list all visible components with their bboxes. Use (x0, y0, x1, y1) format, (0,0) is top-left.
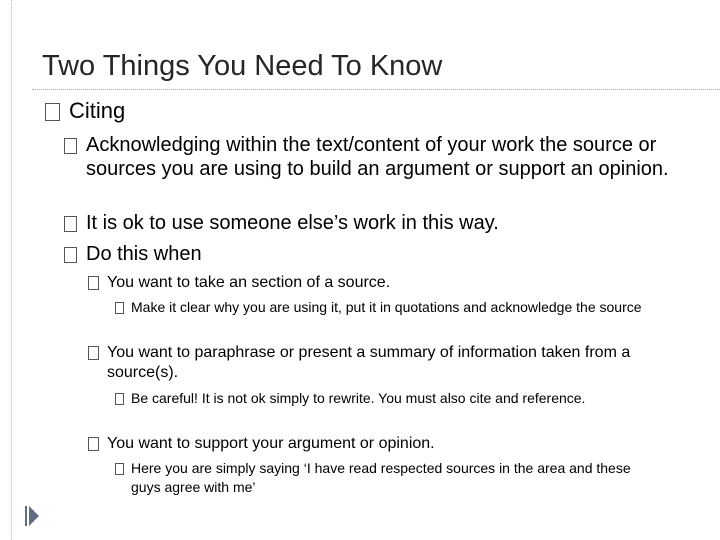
note-support-argument (115, 459, 655, 497)
square-bullet-icon (115, 302, 124, 314)
bullet-text: Here you are simply saying ‘I have read respected sources in the area and these guys agree with me’ (131, 460, 631, 495)
bullet-text: You want to take an section of a source. (107, 274, 391, 291)
square-bullet-icon (115, 393, 124, 405)
square-bullet-icon (64, 247, 77, 263)
square-bullet-icon (115, 463, 124, 475)
left-dotted-line (11, 0, 12, 540)
bullet-text: Citing (69, 98, 126, 123)
note-paraphrase (115, 389, 655, 408)
note-take-section (115, 298, 655, 317)
title-divider (32, 89, 720, 90)
bullet-text: You want to support your argument or opinion. (107, 435, 435, 452)
point-acknowledging (64, 134, 684, 181)
square-bullet-icon (45, 103, 60, 121)
bullet-text: Do this when (86, 243, 202, 265)
bullet-text: It is ok to use someone else’s work in this way. (86, 212, 499, 234)
point-do-this-when (64, 243, 684, 267)
case-support-argument (88, 434, 668, 454)
case-take-section (88, 273, 668, 293)
case-paraphrase (88, 343, 668, 383)
square-bullet-icon (64, 138, 77, 154)
slide-title: Two Things You Need To Know (42, 50, 443, 82)
square-bullet-icon (64, 216, 77, 232)
point-ok-to-use (64, 212, 684, 236)
bullet-text: You want to paraphrase or present a summary of information taken from a source(s). (107, 344, 631, 381)
bullet-text: Make it clear why you are using it, put it in quotations and acknowledge the source (131, 299, 642, 315)
bullet-text: Be careful! It is not ok simply to rewrite. You must also cite and reference. (131, 390, 586, 406)
nav-arrow-icon[interactable] (24, 504, 42, 528)
square-bullet-icon (88, 276, 99, 290)
square-bullet-icon (88, 437, 99, 451)
square-bullet-icon (88, 346, 99, 360)
bullet-text: Acknowledging within the text/content of your work the source or sources you are using to build an argument or support an opinion. (86, 134, 669, 180)
